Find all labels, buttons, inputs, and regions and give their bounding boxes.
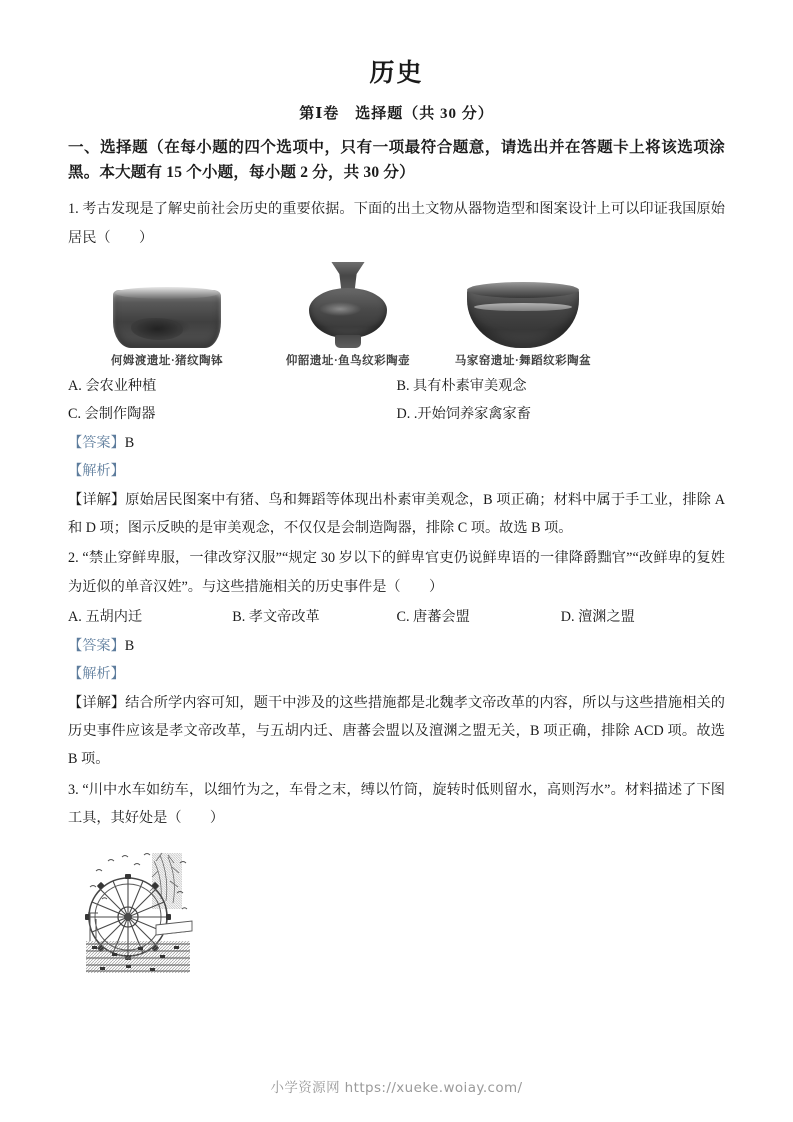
pottery-vase-fish-bird-pattern-icon (309, 262, 387, 348)
question-2-option-c[interactable]: C. 唐蕃会盟 (396, 609, 470, 626)
analysis-marker: 【解析】 (68, 463, 125, 480)
question-1-options-row-2 (68, 400, 725, 428)
artifact-figure-1 (72, 290, 262, 368)
question-2-stem: 2. “禁止穿鲜卑服，一律改穿汉服”“规定 30 岁以下的鲜卑官吏仍说鲜卑语的一律降爵黜官”“改鲜卑的复姓为近似的单音汉姓”。与这些措施相关的历史事件是（ ） (68, 550, 725, 595)
question-2-options-row (68, 603, 725, 631)
volume-heading: 第Ⅰ卷 选择题（共 30 分） (299, 105, 494, 122)
question-1-figure-group (68, 262, 725, 368)
question-2-analysis-marker (68, 660, 725, 688)
vase-body (309, 288, 387, 338)
footer-watermark (0, 1076, 793, 1096)
question-1-options-row-1 (68, 372, 725, 400)
footer-site-name: 小学资源网 (270, 1080, 340, 1096)
section-heading: 一、选择题（在每小题的四个选项中，只有一项最符合题意，请选出并在答题卡上将该选项涂黑。本大题有 15 个小题，每小题 2 分，共 30 分） (68, 139, 725, 182)
artifact-caption-1: 何姆渡遗址·猪纹陶钵 (110, 355, 224, 368)
pottery-bowl-pig-pattern-icon (113, 290, 221, 348)
answer-marker: 【答案】 (68, 637, 125, 654)
question-3-stem: 3. “川中水车如纺车，以细竹为之，车骨之末，缚以竹筒，旋转时低则留水，高则泻水”。材料描述了下图工具，其好处是（ ） (68, 781, 725, 827)
page-title: 历史 (369, 60, 424, 87)
pottery-basin-dance-pattern-icon (467, 286, 579, 348)
question-1-answer (68, 429, 725, 457)
question-1-detail (68, 486, 725, 543)
detail-marker: 【详解】 (68, 694, 126, 711)
footer-url: https://xueke.woiay.com/ (344, 1080, 523, 1096)
question-2-detail-text: 结合所学内容可知，题干中涉及的这些措施都是北魏孝文帝改革的内容，所以与这些措施相关的历史事件应该是孝文帝改革，与五胡内迁、唐蕃会盟以及澶渊之盟无关，B 项正确，排除 ACD 项。故选 B 项。 (68, 694, 725, 768)
question-2-option-a[interactable]: A. 五胡内迁 (68, 609, 143, 626)
artifact-figure-2 (262, 262, 434, 368)
question-2 (68, 544, 725, 773)
question-1-analysis-marker (68, 457, 725, 485)
artifact-caption-3: 马家窑遗址·舞蹈纹彩陶盆 (454, 355, 592, 368)
question-2-option-d[interactable]: D. 澶渊之盟 (560, 609, 635, 626)
answer-marker: 【答案】 (68, 434, 125, 451)
question-2-option-b[interactable]: B. 孝文帝改革 (232, 609, 320, 626)
question-2-detail (68, 689, 725, 774)
question-1-option-b[interactable]: B. 具有朴素审美观念 (396, 378, 527, 395)
waterwheel-woodcut-icon (82, 847, 194, 979)
detail-marker: 【详解】 (68, 491, 126, 508)
question-3 (68, 776, 725, 984)
question-2-answer (68, 632, 725, 660)
question-1-answer-value: B (124, 434, 135, 451)
question-1-option-c[interactable]: C. 会制作陶器 (68, 406, 156, 423)
artifact-caption-2: 仰韶遗址·鱼鸟纹彩陶壶 (285, 355, 411, 368)
question-1-detail-text: 原始居民图案中有猪、鸟和舞蹈等体现出朴素审美观念，B 项正确；材料中属于手工业，排除 A 和 D 项；图示反映的是审美观念，不仅仅是会制造陶器，排除 C 项。故选 B 项。 (68, 491, 725, 537)
analysis-marker: 【解析】 (68, 666, 125, 683)
question-1-option-a[interactable]: A. 会农业种植 (68, 378, 157, 395)
question-3-figure (82, 847, 725, 984)
vase-foot (335, 335, 361, 348)
question-1 (68, 195, 725, 542)
question-2-answer-value: B (124, 637, 135, 654)
artifact-figure-3 (434, 286, 612, 368)
question-1-option-d[interactable]: D. .开始饲养家禽家畜 (396, 406, 531, 423)
question-1-stem: 1. 考古发现是了解史前社会历史的重要依据。下面的出土文物从器物造型和图案设计上可以印证我国原始居民（ ） (68, 201, 725, 246)
